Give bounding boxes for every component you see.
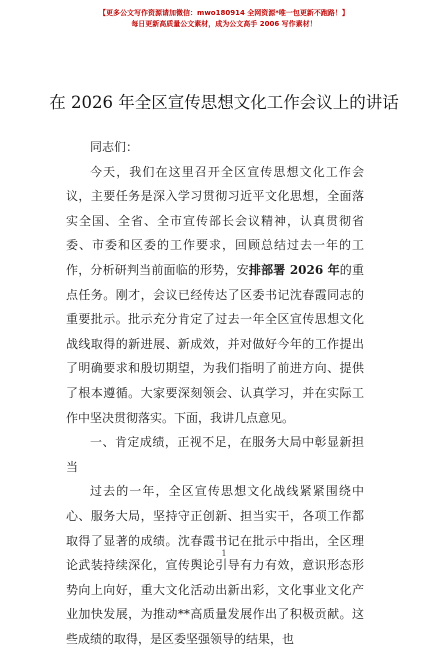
promo-line-2: 每日更新高质量公文素材，成为公文高手 2006 写作素材！ — [131, 20, 317, 28]
paragraph-2: 过去的一年，全区宣传思想文化战线紧紧围绕中心、服务大局，坚持守正创新、担当实干，各项工作都取得了显著的成绩。沈春霞书记在批示中指出，全区理论武装持续深化，宣传舆论引导有力有效，意识形态形势向上向好，重大文化活动出新出彩，文化事业文化产业加快发展，为推动**高质量发展作出了积极贡献。这些成绩的取得，是区委坚强领导的结果，也 — [66, 484, 364, 646]
paragraph-1-text-b: 的重点任务。刚才，会议已经传达了区委书记沈春霞同志的重要批示。批示充分肯定了过去一年全区宣传思想文化战线取得的新进展、新成效，并对做好今年的工作提出了明确要求和殷切期望，为我们指明了前进方向、提供了根本遵循。大家要深刻领会、认真学习，并在实际工作中坚决贯彻落实。下面，我讲几点意见。 — [66, 262, 364, 425]
promo-banner — [0, 8, 448, 30]
section-heading-1: 一、肯定成绩，正视不足，在服务大局中彰显新担当 — [66, 435, 364, 474]
page-number: 1 — [221, 549, 227, 558]
promo-line-1: 【更多公文写作资源请加微信：mwo180914 全网资源*唯一包更新不跑路！】 — [99, 9, 349, 17]
paragraph-1 — [66, 160, 364, 431]
document-body — [66, 135, 364, 651]
paragraph-1-text-a: 今天，我们在这里召开全区宣传思想文化工作会议，主要任务是深入学习贯彻习近平文化思想，全面落实全国、全省、全市宣传部长会议精神，认真贯彻省委、市委和区委的工作要求，回顾总结过去一年的工作，分析研判当前面临的形势，安 — [66, 164, 364, 277]
document-title: 在 2026 年全区宣传思想文化工作会议上的讲话 — [49, 93, 399, 112]
salutation: 同志们： — [90, 140, 139, 154]
paragraph-1-bold: 排部署 2026 年 — [248, 262, 340, 277]
